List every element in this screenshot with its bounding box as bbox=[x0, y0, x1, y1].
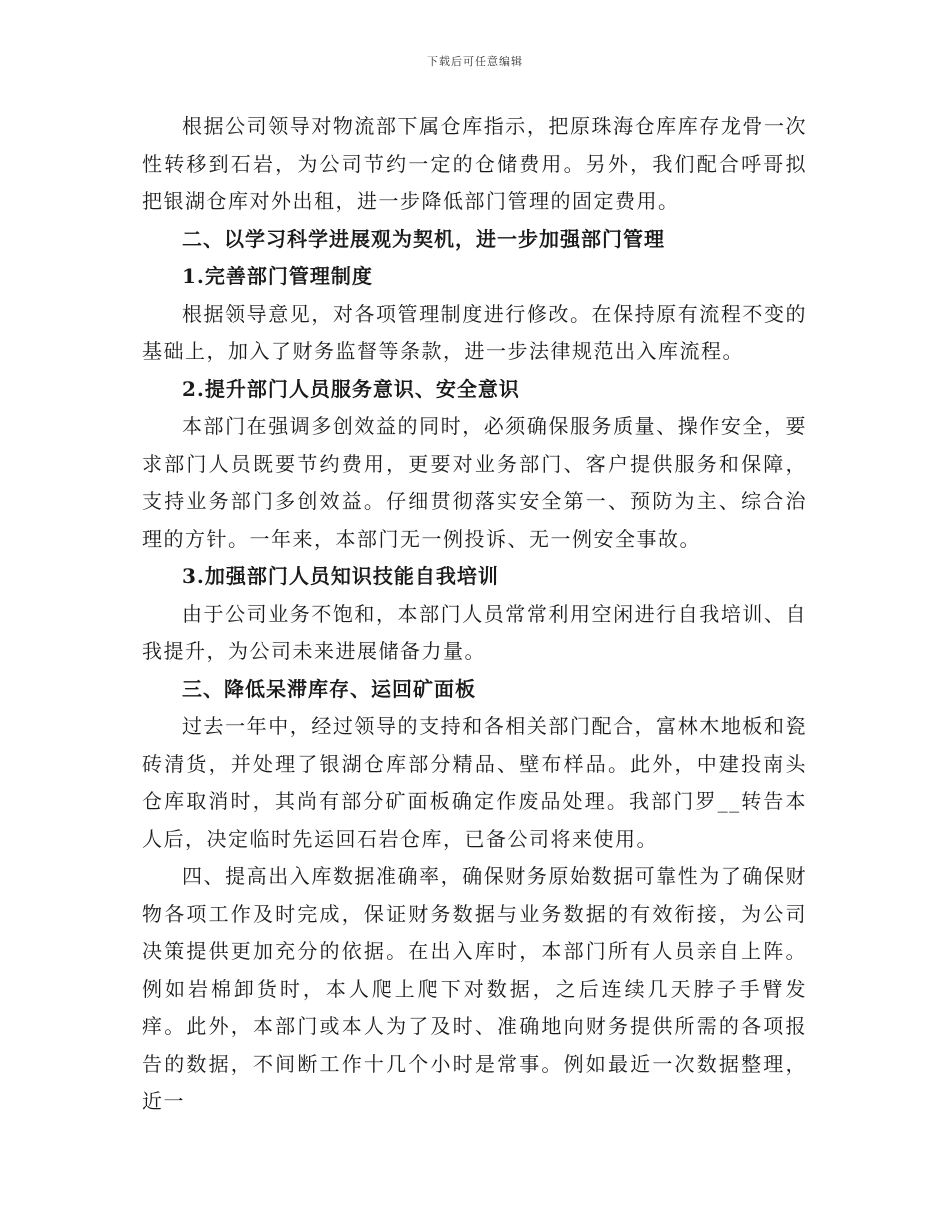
paragraph: 本部门在强调多创效益的同时，必须确保服务质量、操作安全，要求部门人员既要节约费用，更要对业务部门、客户提供服务和保障，支持业务部门多创效益。仔细贯彻落实安全第一、预防为主、综合治理的方针。一年来，本部门无一例投诉、无一例安全事故。 bbox=[142, 414, 807, 551]
paragraph: 根据领导意见，对各项管理制度进行修改。在保持原有流程不变的基础上，加入了财务监督等条款，进一步法律规范出入库流程。 bbox=[142, 301, 807, 363]
subsection-heading: 3.加强部门人员知识技能自我培训 bbox=[182, 564, 499, 588]
section-heading: 二、以学习科学进展观为契机，进一步加强部门管理 bbox=[182, 226, 665, 251]
section-heading: 三、降低呆滞库存、运回矿面板 bbox=[182, 676, 476, 701]
paragraph: 由于公司业务不饱和，本部门人员常常利用空闲进行自我培训、自我提升，为公司未来进展储备力量。 bbox=[142, 601, 807, 663]
paragraph: 过去一年中，经过领导的支持和各相关部门配合，富林木地板和瓷砖清货，并处理了银湖仓库部分精品、壁布样品。此外，中建投南头仓库取消时，其尚有部分矿面板确定作废品处理。我部门罗__转告本人后，决定临时先运回石岩仓库，已备公司将来使用。 bbox=[142, 714, 807, 851]
paragraph: 四、提高出入库数据准确率，确保财务原始数据可靠性为了确保财物各项工作及时完成，保证财务数据与业务数据的有效衔接，为公司决策提供更加充分的依据。在出入库时，本部门所有人员亲自上阵。例如岩棉卸货时，本人爬上爬下对数据，之后连续几天脖子手臂发痒。此外，本部门或本人为了及时、准确地向财务提供所需的各项报告的数据，不间断工作十几个小时是常事。例如最近一次数据整理，近一 bbox=[142, 864, 807, 1113]
document-body bbox=[142, 108, 807, 1121]
page-header: 下载后可任意编辑 bbox=[427, 55, 523, 68]
paragraph: 根据公司领导对物流部下属仓库指示，把原珠海仓库库存龙骨一次性转移到石岩，为公司节约一定的仓储费用。另外，我们配合呼哥拟把银湖仓库对外出租，进一步降低部门管理的固定费用。 bbox=[142, 114, 807, 213]
subsection-heading: 1.完善部门管理制度 bbox=[182, 264, 373, 288]
subsection-heading: 2.提升部门人员服务意识、安全意识 bbox=[182, 376, 520, 401]
